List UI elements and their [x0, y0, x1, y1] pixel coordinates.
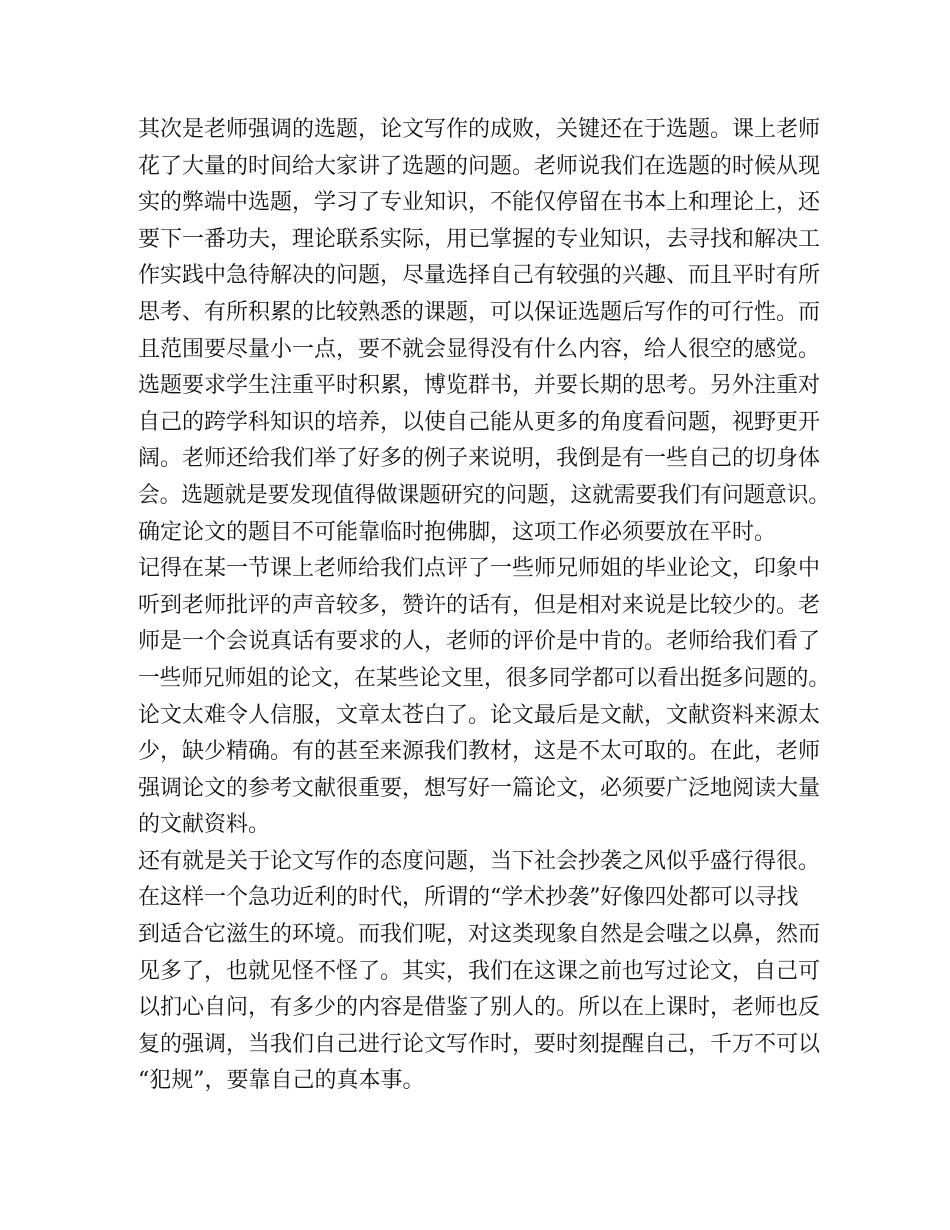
text-line: 在这样一个急功近利的时代，所谓的“学术抄袭”好像四处都可以寻找 — [138, 885, 799, 911]
text-line: 自己的跨学科知识的培养，以使自己能从更多的角度看问题，视野更开 — [138, 409, 821, 435]
text-line: 复的强调，当我们自己进行论文写作时，要时刻提醒自己，千万不可以 — [138, 1031, 821, 1057]
text-line: 作实践中急待解决的问题，尽量选择自己有较强的兴趣、而且平时有所 — [138, 263, 821, 289]
text-line: 听到老师批评的声音较多，赞许的话有，但是相对来说是比较少的。老 — [138, 592, 821, 618]
text-line: 一些师兄师姐的论文，在某些论文里，很多同学都可以看出挺多问题的。 — [138, 665, 831, 691]
text-line: 少，缺少精确。有的甚至来源我们教材，这是不太可取的。在此，老师 — [138, 739, 821, 765]
text-line: 的文献资料。 — [138, 812, 271, 838]
text-line: 师是一个会说真话有要求的人，老师的评价是中肯的。老师给我们看了 — [138, 629, 821, 655]
text-line: 会。选题就是要发现值得做课题研究的问题，这就需要我们有问题意识。 — [138, 482, 831, 508]
text-line: 确定论文的题目不可能靠临时抱佛脚，这项工作必须要放在平时。 — [138, 519, 777, 545]
text-line: 其次是老师强调的选题，论文写作的成败，关键还在于选题。课上老师 — [138, 117, 821, 142]
text-line: 论文太难令人信服，文章太苍白了。论文最后是文献，文献资料来源太 — [138, 702, 821, 728]
text-line: 强调论文的参考文献很重要，想写好一篇论文，必须要广泛地阅读大量 — [138, 775, 821, 801]
text-line: 实的弊端中选题，学习了专业知识，不能仅停留在书本上和理论上，还 — [138, 190, 821, 216]
text-line: 阔。老师还给我们举了好多的例子来说明，我倒是有一些自己的切身体 — [138, 446, 821, 472]
text-line: 见多了，也就见怪不怪了。其实，我们在这课之前也写过论文，自己可 — [138, 958, 821, 984]
body-text — [138, 112, 831, 1100]
text-line: 要下一番功夫，理论联系实际，用已掌握的专业知识，去寻找和解决工 — [138, 226, 821, 252]
text-line: 到适合它滋生的环境。而我们呢，对这类现象自然是会嗤之以鼻，然而 — [138, 922, 821, 948]
text-line: 以扪心自问，有多少的内容是借鉴了别人的。所以在上课时，老师也反 — [138, 995, 821, 1021]
text-line: 花了大量的时间给大家讲了选题的问题。老师说我们在选题的时候从现 — [138, 153, 821, 179]
text-line: 思考、有所积累的比较熟悉的课题，可以保证选题后写作的可行性。而 — [138, 299, 821, 325]
text-line: “犯规”，要靠自己的真本事。 — [138, 1068, 425, 1094]
text-line: 且范围要尽量小一点，要不就会显得没有什么内容，给人很空的感觉。 — [138, 336, 821, 362]
text-line: 选题要求学生注重平时积累，博览群书，并要长期的思考。另外注重对 — [138, 373, 821, 399]
text-line: 记得在某一节课上老师给我们点评了一些师兄师姐的毕业论文，印象中 — [138, 556, 821, 582]
text-line: 还有就是关于论文写作的态度问题，当下社会抄袭之风似乎盛行得很。 — [138, 848, 821, 874]
